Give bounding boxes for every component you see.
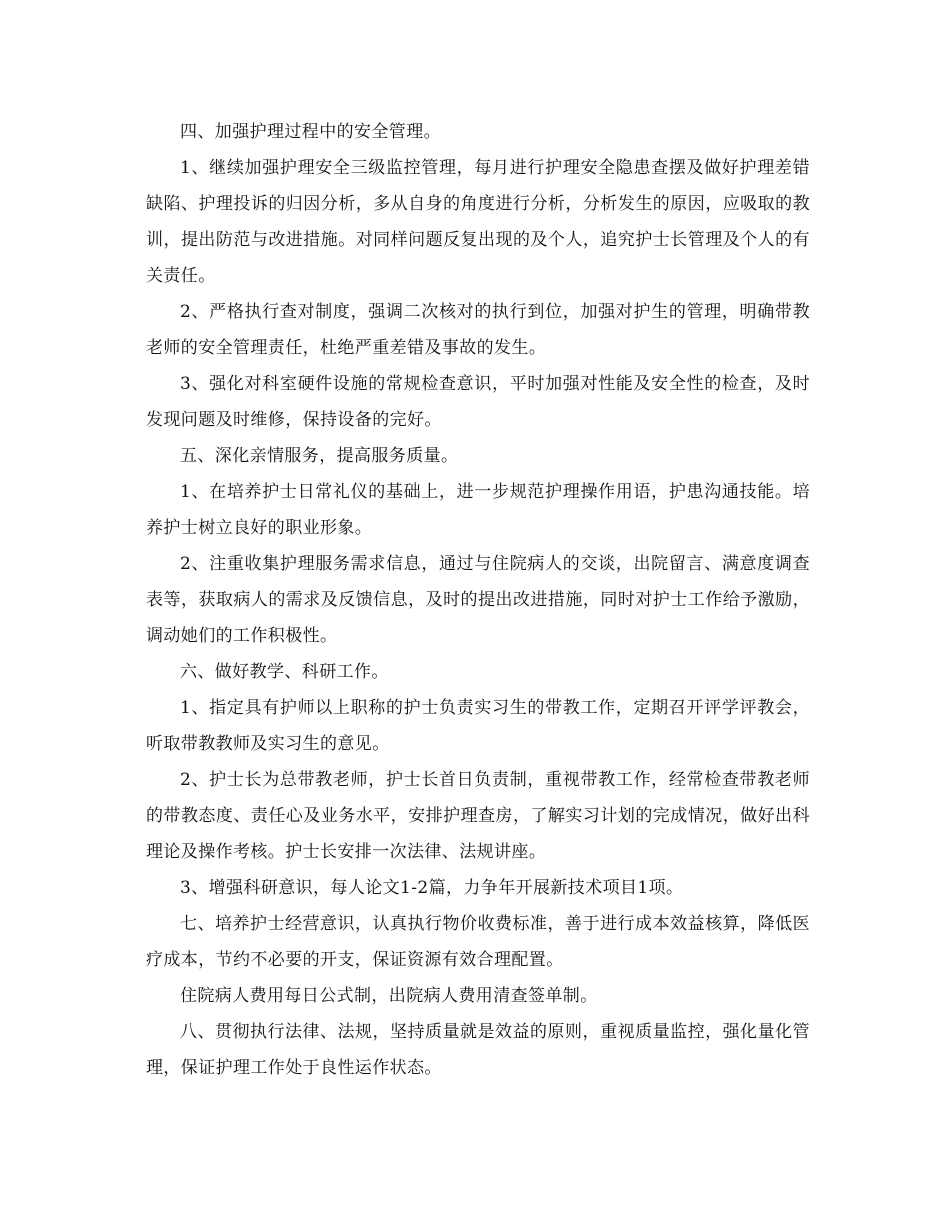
document-body bbox=[146, 114, 810, 1086]
paragraph: 1、继续加强护理安全三级监控管理，每月进行护理安全隐患查摆及做好护理差错缺陷、护理投诉的归因分析，多从自身的角度进行分析，分析发生的原因，应吸取的教训，提出防范与改进措施。对同样问题反复出现的及个人，追究护士长管理及个人的有关责任。 bbox=[146, 158, 810, 286]
paragraph: 1、指定具有护师以上职称的护士负责实习生的带教工作，定期召开评学评教会，听取带教教师及实习生的意见。 bbox=[146, 698, 810, 754]
section-heading-law: 八、贯彻执行法律、法规，坚持质量就是效益的原则，重视质量监控，强化量化管理，保证护理工作处于良性运作状态。 bbox=[146, 1022, 810, 1078]
paragraph: 3、增强科研意识，每人论文1-2篇，力争年开展新技术项目1项。 bbox=[180, 878, 684, 898]
paragraph: 2、注重收集护理服务需求信息，通过与住院病人的交谈，出院留言、满意度调查表等，获取病人的需求及反馈信息，及时的提出改进措施，同时对护士工作给予激励，调动她们的工作积极性。 bbox=[146, 554, 810, 646]
section-heading-safety: 四、加强护理过程中的安全管理。 bbox=[180, 122, 441, 142]
section-heading-teaching: 六、做好教学、科研工作。 bbox=[180, 662, 389, 682]
section-heading-service: 五、深化亲情服务，提高服务质量。 bbox=[180, 446, 459, 466]
paragraph: 2、护士长为总带教老师，护士长首日负责制，重视带教工作，经常检查带教老师的带教态度、责任心及业务水平，安排护理查房，了解实习计划的完成情况，做好出科理论及操作考核。护士长安排一次法律、法规讲座。 bbox=[146, 770, 810, 862]
paragraph: 2、严格执行查对制度，强调二次核对的执行到位，加强对护生的管理，明确带教老师的安全管理责任，杜绝严重差错及事故的发生。 bbox=[146, 302, 810, 358]
section-heading-cost: 七、培养护士经营意识，认真执行物价收费标准，善于进行成本效益核算，降低医疗成本，节约不必要的开支，保证资源有效合理配置。 bbox=[146, 914, 810, 970]
paragraph: 1、在培养护士日常礼仪的基础上，进一步规范护理操作用语，护患沟通技能。培养护士树立良好的职业形象。 bbox=[146, 482, 810, 538]
paragraph: 3、强化对科室硬件设施的常规检查意识，平时加强对性能及安全性的检查，及时发现问题及时维修，保持设备的完好。 bbox=[146, 374, 810, 430]
paragraph: 住院病人费用每日公式制，出院病人费用清查签单制。 bbox=[180, 986, 598, 1006]
